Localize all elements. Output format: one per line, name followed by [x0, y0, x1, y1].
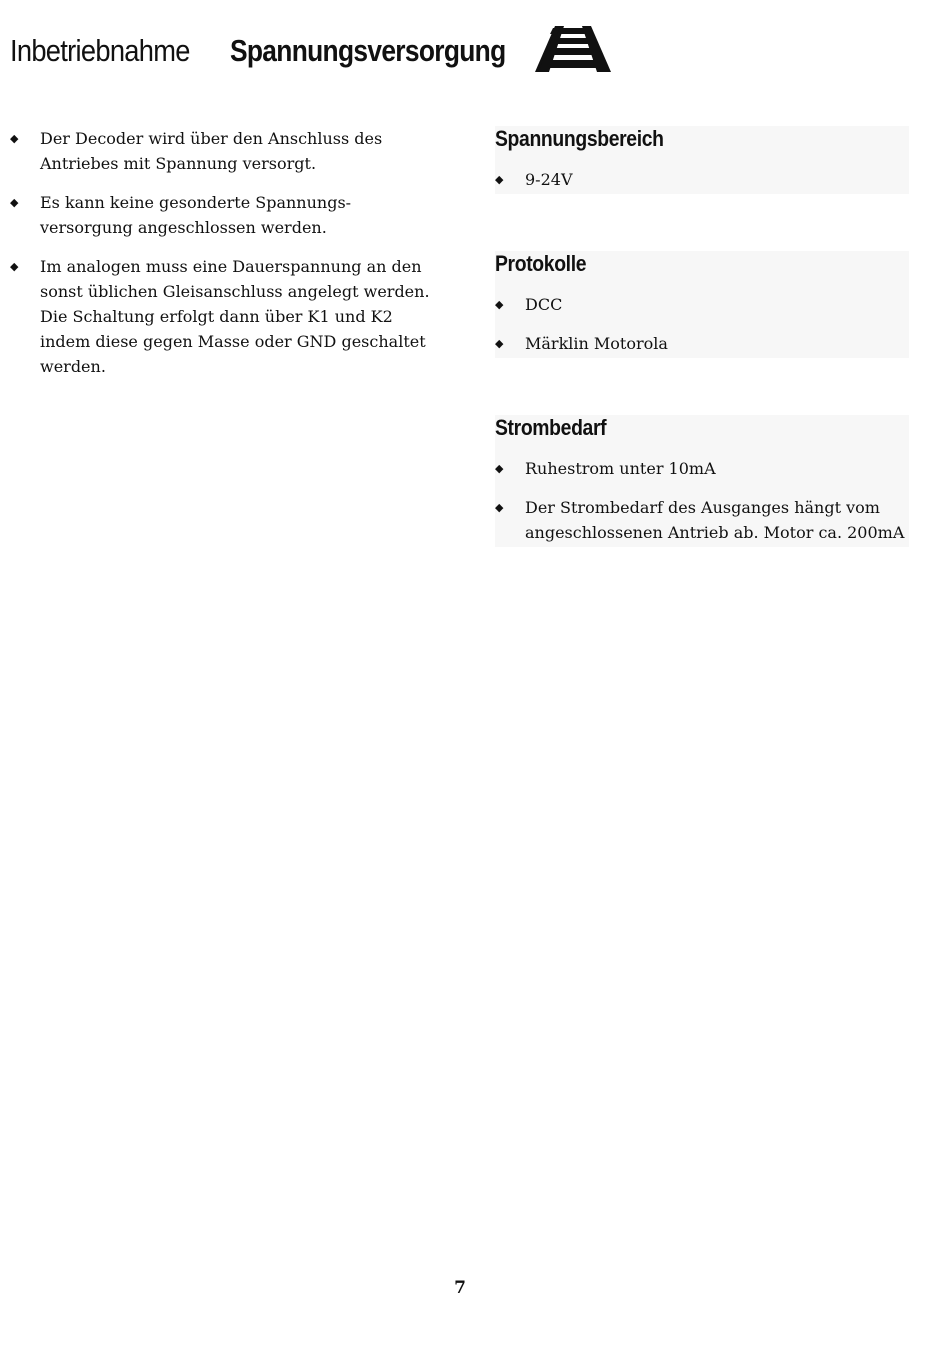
voltage-range-box	[495, 126, 909, 194]
diamond-bullet-icon: ◆	[10, 260, 19, 273]
list-item	[495, 167, 909, 192]
list-item-text: Es kann keine gesonderte Spannungs-versorgung angeschlossen werden.	[40, 193, 352, 237]
list-item-text: Im analogen muss eine Dauerspannung an den sonst üblichen Gleisanschluss angelegt werden. Die Schaltung erfolgt dann über K1 und K2 indem diese gegen Masse oder GND geschaltet werden.	[40, 257, 430, 376]
list-item-text: 9-24V	[525, 170, 573, 189]
diamond-bullet-icon: ◆	[10, 132, 19, 145]
diamond-bullet-icon: ◆	[10, 196, 19, 209]
page-header	[10, 28, 520, 74]
section-label: Inbetriebnahme	[10, 33, 190, 68]
list-item-text: Märklin Motorola	[525, 334, 668, 353]
railway-track-icon	[533, 24, 613, 74]
list-item	[10, 254, 430, 379]
current-demand-box	[495, 415, 909, 547]
protocols-list	[495, 292, 909, 356]
box-title: Spannungsbereich	[495, 126, 664, 151]
list-item	[495, 292, 909, 317]
left-column	[10, 126, 430, 379]
diamond-bullet-icon: ◆	[495, 462, 504, 475]
list-item-text: DCC	[525, 295, 563, 314]
current-demand-list	[495, 456, 909, 545]
diamond-bullet-icon: ◆	[495, 501, 504, 514]
box-title: Strombedarf	[495, 415, 607, 440]
box-title: Protokolle	[495, 251, 587, 276]
diamond-bullet-icon: ◆	[495, 298, 504, 311]
list-item	[10, 126, 430, 176]
protocols-box	[495, 251, 909, 358]
list-item	[495, 331, 909, 356]
list-item	[495, 456, 909, 481]
list-item-text: Der Strombedarf des Ausganges hängt vom angeschlossenen Antrieb ab. Motor ca. 200mA	[525, 498, 905, 542]
list-item	[495, 495, 909, 545]
list-item-text: Ruhestrom unter 10mA	[525, 459, 716, 478]
list-item	[10, 190, 430, 240]
right-column	[495, 126, 909, 547]
list-item-text: Der Decoder wird über den Anschluss des Antriebes mit Spannung versorgt.	[40, 129, 383, 173]
page-number: 7	[454, 1278, 466, 1298]
info-list	[10, 126, 430, 379]
voltage-range-list	[495, 167, 909, 192]
diamond-bullet-icon: ◆	[495, 337, 504, 350]
diamond-bullet-icon: ◆	[495, 173, 504, 186]
page-title: Spannungsversorgung	[230, 33, 506, 68]
